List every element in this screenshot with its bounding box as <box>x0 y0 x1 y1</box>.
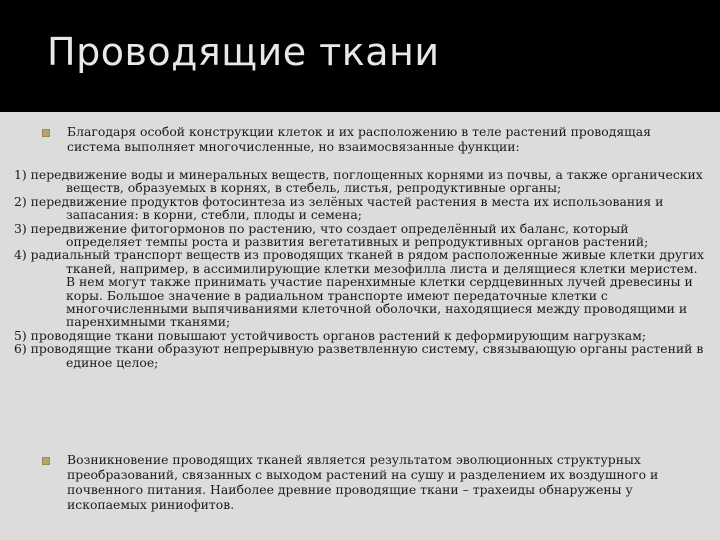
functions-list <box>14 168 704 369</box>
conclusion-text: Возникновение проводящих тканей является результатом эволюционных структурных преобразований, связанных с выходом растений на сушу и разделением их воздушного и почвенного питания. Наиболее древние проводящие ткани – трахеиды обнаружены у ископаемых риниофитов. <box>67 452 659 512</box>
slide-content <box>0 112 720 540</box>
list-item: 3) передвижение фитогормонов по растению, что создает определённый их баланс, который определяет темпы роста и развития вегетативных и репродуктивных органов растений; <box>14 220 649 250</box>
list-item: 2) передвижение продуктов фотосинтеза из зелёных частей растения в места их использования и запасания: в корни, стебли, плоды и семена; <box>14 193 664 223</box>
bullet-square-icon <box>42 457 50 465</box>
bullet-square-icon <box>42 129 50 137</box>
slide-header <box>0 0 720 112</box>
list-item: 1) передвижение воды и минеральных веществ, поглощенных корнями из почвы, а также органических веществ, образуемых в корнях, в стебель, листья, репродуктивные органы; <box>14 167 703 196</box>
list-item: 5) проводящие ткани повышают устойчивость органов растений к деформирующим нагрузкам; <box>14 327 647 343</box>
slide-title: Проводящие ткани <box>47 30 440 74</box>
list-item: 4) радиальный транспорт веществ из проводящих тканей в рядом расположенные живые клетки других тканей, например, в ассимилирующие клетки мезофилла листа и делящиеся клетки меристем. В нем могут также принимать участие паренхимные клетки сердцевинных лучей древесины и коры. Большое значение в радиальном транспорте имеют передаточные клетки с многочисленными выпячиваниями клеточной оболочки, находящиеся между проводящими и паренхимными тканями; <box>14 247 704 330</box>
intro-text: Благодаря особой конструкции клеток и их расположению в теле растений проводящая система выполняет многочисленные, но взаимосвязанные функции: <box>67 124 651 154</box>
list-item: 6) проводящие ткани образуют непрерывную разветвленную систему, связывающую органы растений в единое целое; <box>14 341 704 370</box>
